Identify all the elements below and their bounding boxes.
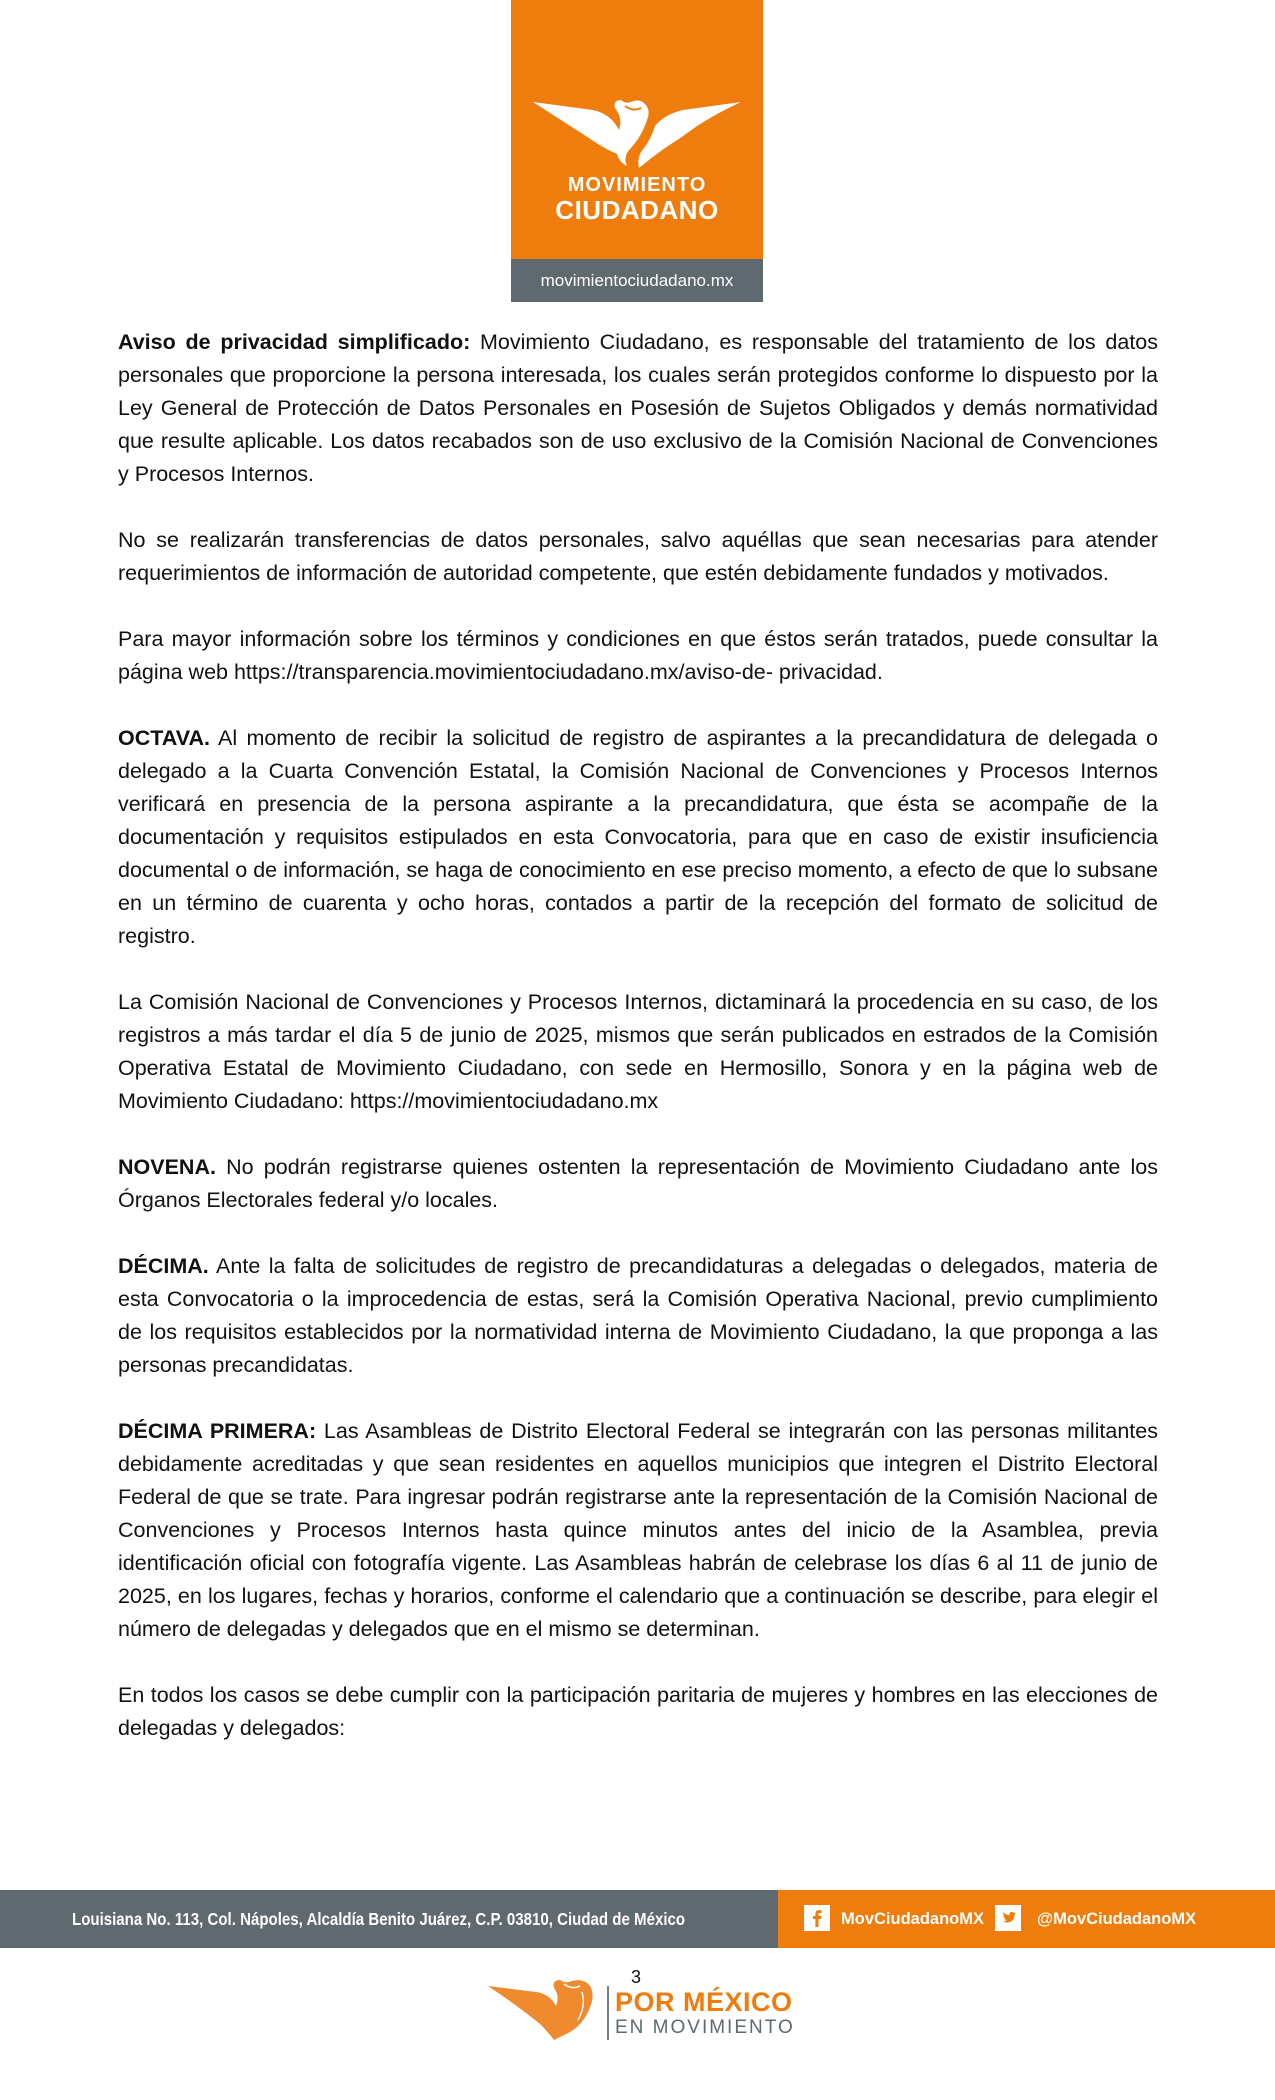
paragraph-octava — [118, 722, 1158, 953]
paragraph-lead: Aviso de privacidad simplificado: — [118, 330, 471, 354]
eagle-logo-icon — [533, 96, 741, 170]
logo-name-line2: CIUDADANO — [555, 195, 719, 225]
slogan-line2: EN MOVIMIENTO — [615, 2017, 795, 2038]
paragraph-text: Ante la falta de solicitudes de registro de precandidaturas a delegadas o delegados, materia de esta Convocatoria o la improcedencia de estas, será la Comisión Operativa Nacional, previo cumplimiento de los requisitos establecidos por la normatividad interna de Movimiento Ciudadano, la que proponga a las personas precandidatas. — [118, 1254, 1158, 1377]
logo-name-line1: MOVIMIENTO — [567, 174, 707, 196]
facebook-handle[interactable]: MovCiudadanoMX — [841, 1910, 984, 1928]
paragraph-text: Al momento de recibir la solicitud de registro de aspirantes a la precandidatura de delegada o delegado a la Cuarta Convención Estatal, la Comisión Nacional de Convenciones y Procesos Internos verificará en presencia de la persona aspirante a la precandidatura, que ésta se acompañe de la documentación y requisitos estipulados en esta Convocatoria, para que en caso de existir insuficiencia documental o de información, se haga de conocimiento en ese preciso momento, a efecto de que lo subsane en un término de cuarenta y ocho horas, contados a partir de la recepción del formato de solicitud de registro. — [118, 726, 1158, 948]
paragraph-text: En todos los casos se debe cumplir con la participación paritaria de mujeres y hombres en las elecciones de delegadas y delegados: — [118, 1683, 1158, 1740]
paragraph-more-info — [118, 623, 1158, 689]
twitter-icon[interactable] — [995, 1905, 1021, 1931]
footer-bar — [0, 1890, 1275, 1948]
paragraph-lead: OCTAVA. — [118, 726, 210, 750]
paragraph-transfers — [118, 524, 1158, 590]
paragraph-text: La Comisión Nacional de Convenciones y Procesos Internos, dictaminará la procedencia en su caso, de los registros a más tardar el día 5 de junio de 2025, mismos que serán publicados en estrados de la Comisión Operativa Estatal de Movimiento Ciudadano, con sede en Hermosillo, Sonora y en la página web de Movimiento Ciudadano: https://movimientociudadano.mx — [118, 990, 1158, 1113]
paragraph-novena — [118, 1151, 1158, 1217]
bird-logo-icon — [488, 1978, 598, 2040]
facebook-icon[interactable] — [804, 1905, 830, 1931]
footer-address: Louisiana No. 113, Col. Nápoles, Alcaldía Benito Juárez, C.P. 03810, Ciudad de México — [72, 1909, 686, 1929]
twitter-handle[interactable]: @MovCiudadanoMX — [1037, 1910, 1197, 1928]
paragraph-dictamen — [118, 986, 1158, 1118]
paragraph-paridad — [118, 1679, 1158, 1745]
paragraph-decima — [118, 1250, 1158, 1382]
logo-website-link[interactable]: movimientociudadano.mx — [511, 259, 763, 302]
page-number: 3 — [631, 1967, 642, 1987]
paragraph-lead: DÉCIMA. — [118, 1254, 209, 1278]
paragraph-text: Las Asambleas de Distrito Electoral Federal se integrarán con las personas militantes debidamente acreditadas y que sean residentes en aquellos municipios que integren el Distrito Electoral Federal de que se trate. Para ingresar podrán registrarse ante la representación de la Comisión Nacional de Convenciones y Procesos Internos hasta quince minutos antes del inicio de la Asamblea, previa identificación oficial con fotografía vigente. Las Asambleas habrán de celebrase los días 6 al 11 de junio de 2025, en los lugares, fechas y horarios, conforme el calendario que a continuación se describe, para elegir el número de delegadas y delegados que en el mismo se determinan. — [118, 1419, 1158, 1641]
paragraph-text: No se realizarán transferencias de datos personales, salvo aquéllas que sean necesarias para atender requerimientos de información de autoridad competente, que estén debidamente fundados y motivados. — [118, 528, 1158, 585]
paragraph-text: No podrán registrarse quienes ostenten la representación de Movimiento Ciudadano ante los Órganos Electorales federal y/o locales. — [118, 1155, 1158, 1212]
paragraph-text: Para mayor información sobre los términos y condiciones en que éstos serán tratados, puede consultar la página web https://transparencia.movimientociudadano.mx/aviso-de- privacidad. — [118, 627, 1158, 684]
paragraph-text: Movimiento Ciudadano, es responsable del tratamiento de los datos personales que proporcione la persona interesada, los cuales serán protegidos conforme lo dispuesto por la Ley General de Protección de Datos Personales en Posesión de Sujetos Obligados y demás normatividad que resulte aplicable. Los datos recabados son de uso exclusivo de la Comisión Nacional de Convenciones y Procesos Internos. — [118, 330, 1159, 486]
paragraph-lead: DÉCIMA PRIMERA: — [118, 1419, 317, 1443]
footer-logo — [488, 1962, 798, 2052]
paragraph-lead: NOVENA. — [118, 1155, 216, 1179]
header-logo — [511, 0, 763, 302]
slogan-line1: POR MÉXICO — [615, 1987, 793, 2017]
footer-logo-divider — [607, 1986, 609, 2040]
paragraph-decima-primera — [118, 1415, 1158, 1646]
footer-address-block — [0, 1890, 778, 1948]
paragraph-privacy-notice — [118, 326, 1158, 491]
footer-social-block — [778, 1890, 1275, 1948]
logo-orange-block — [511, 0, 763, 259]
document-body — [118, 326, 1158, 1778]
